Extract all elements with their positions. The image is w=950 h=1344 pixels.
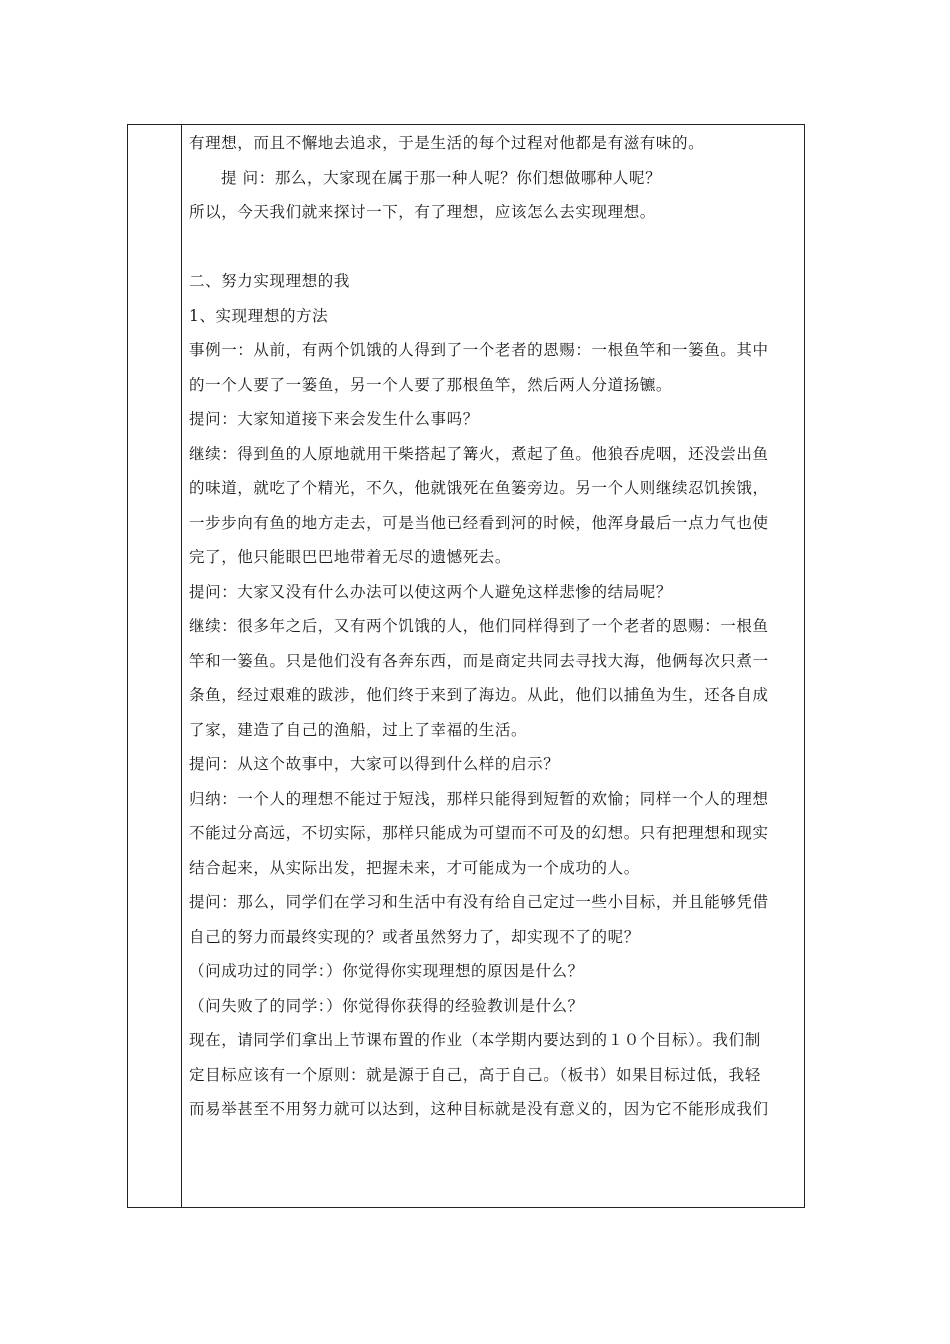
text-line: 的一个人要了一篓鱼，另一个人要了那根鱼竿，然后两人分道扬镳。 <box>189 375 673 394</box>
text-line: 归纳：一个人的理想不能过于短浅，那样只能得到短暂的欢愉；同样一个人的理想 <box>189 789 769 808</box>
column-divider <box>181 124 182 1208</box>
text-line: 提问：那么，同学们在学习和生活中有没有给自己定过一些小目标，并且能够凭借 <box>189 893 769 911</box>
blank-line <box>189 230 799 265</box>
text-line: 而易举甚至不用努力就可以达到，这种目标就是没有意义的，因为它不能形成我们 <box>189 1100 769 1118</box>
text-line: 继续：得到鱼的人原地就用干柴搭起了篝火，煮起了鱼。他狼吞虎咽，还没尝出鱼 <box>189 444 769 463</box>
text-line: 有理想，而且不懈地去追求，于是生活的每个过程对他都是有滋有味的。 <box>189 134 705 152</box>
text-line: 定目标应该有一个原则：就是源于自己，高于自己。（板书）如果目标过低，我轻 <box>189 1065 761 1084</box>
text-line: 不能过分高远，不切实际，那样只能成为可望而不可及的幻想。只有把理想和现实 <box>189 824 769 842</box>
text-line: 继续：很多年之后，又有两个饥饿的人，他们同样得到了一个老者的恩赐：一根鱼 <box>189 617 769 635</box>
text-line: 提 问：那么，大家现在属于那一种人呢？你们想做哪种人呢？ <box>221 168 662 187</box>
text-line: 所以，今天我们就来探讨一下，有了理想，应该怎么去实现理想。 <box>189 203 656 221</box>
text-line: 事例一：从前，有两个饥饿的人得到了一个老者的恩赐：一根鱼竿和一篓鱼。其中 <box>189 341 769 359</box>
text-line: 的味道，就吃了个精光，不久，他就饿死在鱼篓旁边。另一个人则继续忍饥挨饿， <box>189 479 769 497</box>
text-line: 了家，建造了自己的渔船，过上了幸福的生活。 <box>189 720 528 739</box>
section-heading: 二、努力实现理想的我 <box>189 272 351 290</box>
text-line: 自己的努力而最终实现的？或者虽然努力了，却实现不了的呢？ <box>189 927 640 946</box>
text-line: 提问：大家又没有什么办法可以使这两个人避免这样悲惨的结局呢？ <box>189 582 673 601</box>
left-column-cell <box>128 125 181 1207</box>
text-line: 一步步向有鱼的地方走去，可是当他已经看到河的时候，他浑身最后一点力气也使 <box>189 513 769 532</box>
text-line: 完了，他只能眼巴巴地带着无尽的遗憾死去。 <box>189 548 512 566</box>
subsection-heading: 1、实现理想的方法 <box>189 306 329 325</box>
text-line: 现在，请同学们拿出上节课布置的作业（本学期内要达到的１０个目标）。我们制 <box>189 1031 761 1049</box>
text-line: 结合起来，从实际出发，把握未来，才可能成为一个成功的人。 <box>189 858 640 877</box>
lesson-content <box>189 126 799 1127</box>
text-line: 竿和一篓鱼。只是他们没有各奔东西，而是商定共同去寻找大海，他俩每次只煮一 <box>189 651 769 670</box>
text-line: （问成功过的同学：）你觉得你实现理想的原因是什么？ <box>189 962 584 980</box>
text-line: 提问：大家知道接下来会发生什么事吗？ <box>189 410 479 428</box>
text-line: 提问：从这个故事中，大家可以得到什么样的启示？ <box>189 755 560 773</box>
text-line: 条鱼，经过艰难的跋涉，他们终于来到了海边。从此，他们以捕鱼为生，还各自成 <box>189 686 769 704</box>
text-line: （问失败了的同学：）你觉得你获得的经验教训是什么？ <box>189 996 584 1015</box>
